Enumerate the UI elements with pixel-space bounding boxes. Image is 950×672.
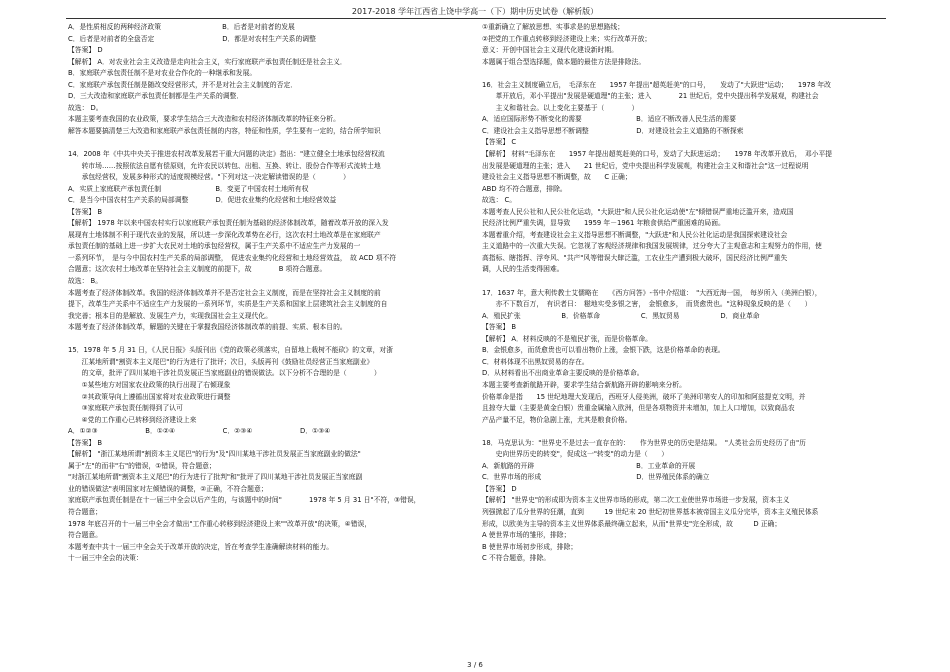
- text-line: 本题主要考查新航路开辟，要求学生结合新航路开辟的影响来分析。: [482, 380, 686, 389]
- text-line: ④党的工作重心已转移到经济建设上来: [68, 415, 197, 424]
- text-line: ②把党的工作重点转移到经济建设上来；实行改革开放；: [482, 34, 652, 43]
- text-line: 16．社会主义制度确立后， 毛泽东在 1957 年提出"超英赶美"的口号， 发动了"大跃进"运动； 1978 年改: [482, 80, 831, 89]
- text-line: ①某些地方对国家农业政策的执行出现了右倾现象: [68, 380, 231, 389]
- text-line: 【解析】 1978 年以来中国农村实行以家庭联产承包责任制为基础的经济体制改革，随着改革开放的深入发: [68, 219, 389, 228]
- text-line: A．①②③ B．①②④ C．②③④ D．①③④: [68, 427, 331, 436]
- text-line: C．世界市场的形成 D．世界殖民体系的确立: [482, 473, 710, 482]
- text-line: 【答案】 D: [482, 484, 517, 493]
- text-line: 高指标、瞎指挥、浮夸风、"共产"风等错误大肆泛滥，工农业生产遭到极大破坏，国民经济比例严重失: [482, 253, 788, 262]
- text-line: 形成，以欧美为主导的资本主义世界体系最终确立起来，从而"世界史"完全形成，故 D 正确；: [482, 519, 782, 528]
- text-line: 解答本题要搞清楚三大改造和家庭联产承包责任制的内容，特征和性质，学生要有一定的，结合所学知识: [68, 126, 381, 135]
- page-header-title: 2017-2018 学年江西省上饶中学高一（下）期中历史试卷（解析版）: [351, 7, 599, 16]
- text-line: ②其政策导向上遵循出国家将对农业政策进行调整: [68, 392, 231, 401]
- text-line: [482, 426, 882, 438]
- text-line: "对浙江某地所谓"割资本主义尾巴"的行为进行了批判"和"批评了四川某地干涉社员发展正当家庭副: [68, 473, 363, 482]
- text-line: B 使世界市场初步形成，排除；: [482, 542, 578, 551]
- text-line: 本题考查人民公社和人民公社化运动，"大跃进"和人民公社化运动使"左"倾错误严重地泛滥开来，造成国: [482, 207, 794, 216]
- text-line: 主义道路中的一次重大失误。它忽视了客观经济规律和我国发展规律，过分夸大了主观意志和主观努力的作用，使: [482, 242, 822, 251]
- text-line: 故选： D。: [68, 103, 103, 112]
- text-line: 属于"左"的而非"右"的错误，①错误，符合题意；: [68, 461, 216, 470]
- text-line: 本题主要考查我国的农业政策，要求学生结合三大改造和农村经济体制改革的特征来分析。: [68, 115, 340, 124]
- text-line: 业的错误做法"表明国家对左倾错误的调整，②正确，不符合题意；: [68, 484, 268, 493]
- text-line: 意义：开创中国社会主义现代化建设新时期。: [482, 46, 618, 55]
- left-column: [68, 22, 463, 565]
- text-line: 【解析】 材料"毛泽东在 1957 年提出超英赶美的口号，发动了大跃进运动； 1978 年改革开放后， 邓小平提: [482, 150, 833, 159]
- text-line: 【答案】 B: [68, 207, 103, 216]
- text-line: ①重新确立了解放思想、实事求是的思想路线；: [482, 23, 625, 31]
- text-line: 【答案】 D: [68, 46, 103, 55]
- text-line: A．是性质相反的两种经济政策 B．后者是对前者的发展: [68, 23, 295, 31]
- text-line: 【答案】 C: [482, 138, 517, 147]
- text-line: A．实质上家庭联产承包责任制 B．变更了中国农村土地所有权: [68, 184, 309, 193]
- text-line: [482, 276, 882, 288]
- text-line: B．家庭联产承包责任制不是对农业合作化的一种继承和发展。: [68, 69, 257, 78]
- text-line: 【答案】 B: [482, 323, 517, 332]
- text-line: 合题意；这次农村土地改革在坚持社会主义制度的前提下，故 B 项符合题意。: [68, 265, 327, 274]
- text-line: 15．1978 年 5 月 31 日，《人民日报》头版刊出《党的政策必须落实，自留地上栽树不能砍》的文章，对浙: [68, 346, 393, 355]
- text-line: 本题着重介绍，考查建设社会主义指导思想不断调整，"大跃进"和人民公社化运动是我国探索建设社会: [482, 230, 788, 239]
- text-line: 【解析】 A．材料反映的不是殖民扩张，而是价格革命。: [482, 334, 652, 343]
- text-line: A．适应国际形势不断变化的需要 B．适应不断改善人民生活的需要: [482, 115, 736, 124]
- text-line: 17．1637 年，意大利传教士艾儒略在 《西方问答》-书中介绍道： "大西近海一国， 每岁所入（美洲白银），: [482, 288, 822, 297]
- text-line: 家庭联产承包责任制是在十一届三中全会以后产生的，与该题中的时间" 1978 年 5 月 31 日"不符，③错误，: [68, 496, 421, 505]
- text-line: C．材料体现不出黑奴贸易的存在。: [482, 357, 589, 366]
- text-line: [68, 137, 463, 149]
- text-line: 1978 年底召开的十一届三中全会才做出"工作重心转移到经济建设上来""改革开放"的决策，④错误，: [68, 519, 372, 528]
- text-line: 革开放后，邓小平提出"发展是硬道理"的主张；进入 21 世纪后，党中央提出科学发展观，构建社会: [482, 92, 819, 101]
- text-line: A．新航路的开辟 B．工业革命的开展: [482, 461, 696, 470]
- text-line: ABD 均不符合题意，排除。: [482, 184, 567, 193]
- text-line: 亦不下数百万， 有识者曰： 糍地实受多银之害， 金银愈多， 而货愈贵也。"这种现象反映的是（ ）: [482, 300, 812, 309]
- text-line: 【解析】 "世界史"的形成即为资本主义世界市场的形成，第二次工业使世界市场进一步发展，资本主义: [482, 496, 790, 505]
- text-line: 主义和谐社会。以上变化主要基于（ ）: [482, 103, 639, 112]
- text-line: 【解析】 "浙江某地所谓"割资本主义尾巴"的行为"及"四川某地干涉社员发展正当家庭副业的做法": [68, 450, 361, 459]
- text-line: 调，人民的生活变得困难。: [482, 265, 564, 274]
- text-line: 且掠夺大量（主要是黄金白银）贵重金属输入欧洲，但是各项物资并未增加，加上人口增加，以致商品农: [482, 404, 795, 413]
- text-line: C 不符合题意，排除。: [482, 554, 551, 563]
- text-line: C．后者是对前者的全盘否定 D．都是对农村生产关系的调整: [68, 34, 316, 43]
- text-line: 故选： B。: [68, 277, 103, 286]
- text-line: 本题考查中共十一届三中全会关于改革开放的决定，旨在考查学生准确解读材料的能力。: [68, 542, 334, 551]
- text-line: 转市场……按照依法自愿有偿原则，允许农民以转包、出租、互换、转让、股份合作等形式流转土地: [68, 161, 381, 170]
- text-line: 江某地所谓"割资本主义尾巴"的行为进行了批评；次日，头版再刊《鼓励社员经营正当家庭副业》: [68, 357, 374, 366]
- text-line: D．从材料看出不出商业革命主要反映的是价格革命。: [482, 369, 644, 378]
- text-line: C．家庭联产承包责任制是随改变经营形式，并不是对社会主义制度的否定．: [68, 80, 298, 89]
- text-line: 承包经营权，发展多种形式的适度规模经营。"下列对这一决定解读错误的是（ ）: [68, 173, 350, 182]
- text-line: 14．2008 年《中共中央关于推进农村改革发展若干重大问题的决定》指出："建立健全土地承包经营权流: [68, 150, 385, 159]
- text-line: 建设社会主义指导思想不断调整，故 C 正确；: [482, 173, 632, 182]
- text-line: 符合题意；: [68, 507, 102, 516]
- text-line: 价格革命是指 15 世纪地理大发现后，西班牙人侵美洲，破坏了美洲印第安人的印加和阿兹提克文明，并: [482, 392, 806, 401]
- text-line: 承包责任制的基础上进一步扩大农民对土地的承包经营权，属于生产关系中不适应生产力发展的一: [68, 242, 361, 251]
- text-line: [482, 68, 882, 80]
- text-line: 产品产量不足，物价急剧上涨，尤其是粮食价格。: [482, 415, 632, 424]
- text-line: A．殖民扩张 B．价格革命 C．黑奴贸易 D．商业革命: [482, 311, 760, 320]
- header-divider: [66, 18, 886, 19]
- text-line: B．金银愈多，而货愈贵也可以看出物价上涨，金银下跌，这是价格革命的表现。: [482, 346, 725, 355]
- text-line: 的文章，批评了四川某地干涉社员发展正当家庭副业的错误做法。以下分析不合理的是（ ）: [68, 369, 381, 378]
- text-line: [68, 334, 463, 346]
- text-line: 展现有土地体制不利于现代农业的发展，所以进一步深化改革势在必行，这次农村土地改革是在家庭联产: [68, 230, 381, 239]
- text-line: 【解析】 A．对农业社会主义改造是走向社会主义，实行家庭联产承包责任制还是社会主义．: [68, 57, 347, 66]
- text-line: C．建设社会主义指导思想不断调整 D．对建设社会主义道路的不断探索: [482, 126, 744, 135]
- text-line: 十一届三中全会的决策：: [68, 554, 143, 563]
- text-line: 史向世界历史的转变"，促成这一"转变"的动力是（ ）: [482, 450, 669, 459]
- text-line: 故选： C。: [482, 196, 517, 205]
- text-line: 我完善；根本目的是解放、发展生产力，实现我国社会主义现代化。: [68, 311, 272, 320]
- text-line: 本题考查了经济体制改革。我国的经济体制改革并不是否定社会主义制度，而是在坚持社会主义制度的前: [68, 288, 381, 297]
- text-line: D．三大改造和家庭联产承包责任制都是生产关系的调整．: [68, 92, 244, 101]
- text-line: C．是当今中国农村生产关系的局部调整 D．促进农业集约化经营和土地经营效益: [68, 196, 337, 205]
- text-line: 符合题意。: [68, 531, 102, 540]
- text-line: 出发展是硬道理的主张；进入 21 世纪后，党中央提出科学发展观，构建社会主义和谐社会"这一过程说明: [482, 161, 809, 170]
- text-line: 本题考查了经济体制改革，解题的关键在于掌握我国经济体制改革的前提、实质、根本目的。: [68, 323, 347, 332]
- text-line: 民经济比例严重失调，显导致 1959 年－1961 年粮食供给严重困难的局面。: [482, 219, 725, 228]
- text-line: 一系列环节， 是与今中国农村生产关系的局部调整， 促进农业集约化经营和土地经营效益， 故 ACD 项不符: [68, 253, 397, 262]
- right-column: [482, 22, 882, 565]
- text-line: 18．马克思认为："世界史不是过去一直存在的： 作为世界史的历史是结果。 "人类社会历史经历了由"历: [482, 438, 806, 447]
- page-number: 3 / 6: [467, 661, 483, 669]
- text-line: 本题属于组合型选择题，做本题的最佳方法是排除法。: [482, 57, 646, 66]
- text-line: 列强掀起了瓜分世界的狂潮，直到 19 世纪末 20 世纪初世界基本被帝国主义瓜分完毕，资本主义殖民体系: [482, 507, 819, 516]
- text-line: A 使世界市场的雏形，排除；: [482, 531, 571, 540]
- text-line: 【答案】 B: [68, 438, 103, 447]
- text-line: 提下，改革生产关系中不适应生产力发展的一系列环节，实质是生产关系和国家上层建筑社会主义制度的自: [68, 300, 388, 309]
- text-line: ③家庭联产承包责任制得到了认可: [68, 404, 183, 413]
